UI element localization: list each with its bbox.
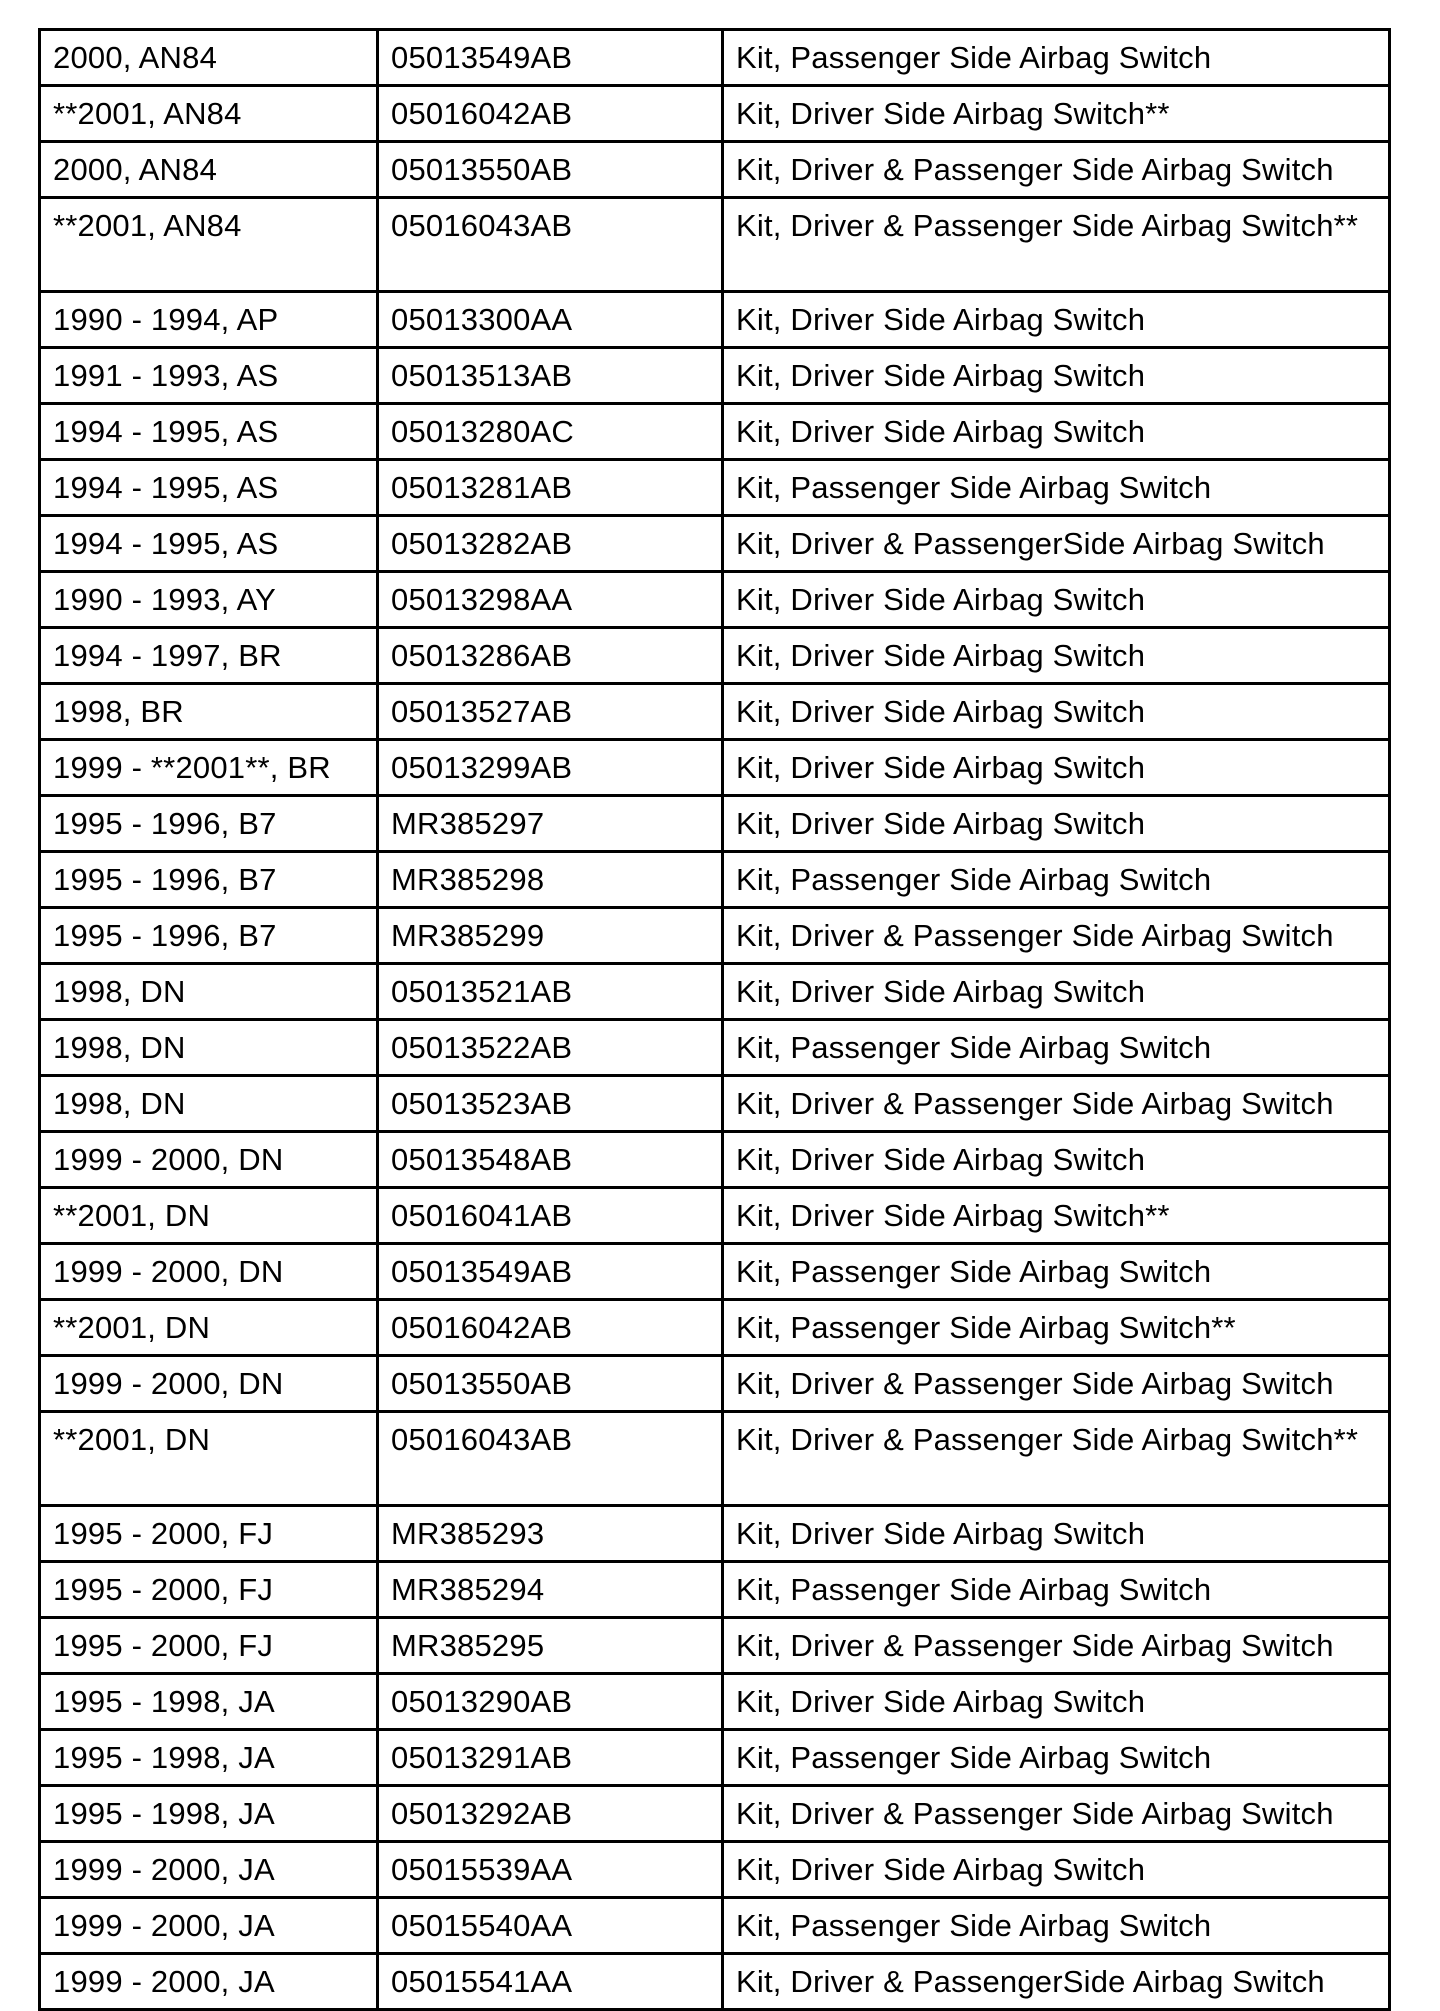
year-model-cell: 1999 - **2001**, BR [40, 740, 378, 796]
part-number-cell: 05013282AB [378, 516, 723, 572]
description-cell: Kit, Driver Side Airbag Switch [723, 628, 1390, 684]
description-cell: Kit, Driver & Passenger Side Airbag Switch [723, 142, 1390, 198]
description-cell: Kit, Driver Side Airbag Switch [723, 1506, 1390, 1562]
table-row [40, 1356, 1390, 1412]
year-model-cell: 1994 - 1995, AS [40, 516, 378, 572]
year-model-cell: 1998, DN [40, 1076, 378, 1132]
table-row [40, 852, 1390, 908]
table-row [40, 1562, 1390, 1618]
year-model-cell: 1999 - 2000, JA [40, 1898, 378, 1954]
part-number-cell: 05013513AB [378, 348, 723, 404]
description-cell: Kit, Passenger Side Airbag Switch** [723, 1300, 1390, 1356]
table-row [40, 1188, 1390, 1244]
table-row [40, 1898, 1390, 1954]
table-row [40, 292, 1390, 348]
part-number-cell: 05013300AA [378, 292, 723, 348]
description-cell: Kit, Passenger Side Airbag Switch [723, 30, 1390, 86]
year-model-cell: 1995 - 1996, B7 [40, 908, 378, 964]
description-cell: Kit, Driver & Passenger Side Airbag Switch [723, 1356, 1390, 1412]
part-number-cell: MR385294 [378, 1562, 723, 1618]
description-cell: Kit, Driver & Passenger Side Airbag Switch** [723, 198, 1390, 292]
year-model-cell: 1995 - 2000, FJ [40, 1562, 378, 1618]
description-cell: Kit, Driver Side Airbag Switch** [723, 86, 1390, 142]
part-number-cell: MR385299 [378, 908, 723, 964]
part-number-cell: MR385293 [378, 1506, 723, 1562]
year-model-cell: 1995 - 1996, B7 [40, 796, 378, 852]
year-model-cell: 1990 - 1994, AP [40, 292, 378, 348]
table-row [40, 684, 1390, 740]
description-cell: Kit, Driver Side Airbag Switch [723, 404, 1390, 460]
description-cell: Kit, Driver & Passenger Side Airbag Switch [723, 1786, 1390, 1842]
description-cell: Kit, Driver Side Airbag Switch [723, 1842, 1390, 1898]
year-model-cell: 2000, AN84 [40, 30, 378, 86]
year-model-cell: 1999 - 2000, JA [40, 1842, 378, 1898]
part-number-cell: 05013550AB [378, 142, 723, 198]
table-row [40, 1674, 1390, 1730]
table-row [40, 86, 1390, 142]
year-model-cell: 1998, BR [40, 684, 378, 740]
description-cell: Kit, Passenger Side Airbag Switch [723, 852, 1390, 908]
part-number-cell: 05016043AB [378, 198, 723, 292]
year-model-cell: 1995 - 1998, JA [40, 1786, 378, 1842]
year-model-cell: 1994 - 1995, AS [40, 404, 378, 460]
table-row [40, 1300, 1390, 1356]
description-cell: Kit, Driver Side Airbag Switch** [723, 1188, 1390, 1244]
part-number-cell: 05013280AC [378, 404, 723, 460]
part-number-cell: 05013549AB [378, 30, 723, 86]
description-cell: Kit, Driver Side Airbag Switch [723, 1674, 1390, 1730]
year-model-cell: 1995 - 1998, JA [40, 1730, 378, 1786]
part-number-cell: 05016043AB [378, 1412, 723, 1506]
part-number-cell: 05015540AA [378, 1898, 723, 1954]
year-model-cell: **2001, DN [40, 1188, 378, 1244]
table-row [40, 740, 1390, 796]
description-cell: Kit, Driver & Passenger Side Airbag Switch** [723, 1412, 1390, 1506]
year-model-cell: 1995 - 1998, JA [40, 1674, 378, 1730]
year-model-cell: 1998, DN [40, 1020, 378, 1076]
year-model-cell: **2001, AN84 [40, 198, 378, 292]
table-row [40, 516, 1390, 572]
year-model-cell: 1998, DN [40, 964, 378, 1020]
table-row [40, 1618, 1390, 1674]
year-model-cell: **2001, AN84 [40, 86, 378, 142]
year-model-cell: 2000, AN84 [40, 142, 378, 198]
table-row [40, 404, 1390, 460]
part-number-cell: 05013527AB [378, 684, 723, 740]
table-row [40, 1842, 1390, 1898]
part-number-cell: 05016041AB [378, 1188, 723, 1244]
table-row [40, 1020, 1390, 1076]
year-model-cell: 1995 - 2000, FJ [40, 1618, 378, 1674]
year-model-cell: 1995 - 1996, B7 [40, 852, 378, 908]
description-cell: Kit, Driver Side Airbag Switch [723, 1132, 1390, 1188]
part-number-cell: 05016042AB [378, 1300, 723, 1356]
description-cell: Kit, Driver Side Airbag Switch [723, 292, 1390, 348]
part-number-cell: 05015541AA [378, 1954, 723, 2010]
part-number-cell: 05013281AB [378, 460, 723, 516]
year-model-cell: 1991 - 1993, AS [40, 348, 378, 404]
table-row [40, 1730, 1390, 1786]
description-cell: Kit, Driver & PassengerSide Airbag Switch [723, 1954, 1390, 2010]
description-cell: Kit, Driver & PassengerSide Airbag Switch [723, 516, 1390, 572]
description-cell: Kit, Driver Side Airbag Switch [723, 348, 1390, 404]
year-model-cell: 1999 - 2000, DN [40, 1132, 378, 1188]
table-row [40, 572, 1390, 628]
table-row [40, 908, 1390, 964]
description-cell: Kit, Passenger Side Airbag Switch [723, 1730, 1390, 1786]
part-number-cell: 05013548AB [378, 1132, 723, 1188]
description-cell: Kit, Driver Side Airbag Switch [723, 796, 1390, 852]
part-number-cell: 05013299AB [378, 740, 723, 796]
table-row [40, 1506, 1390, 1562]
description-cell: Kit, Passenger Side Airbag Switch [723, 1898, 1390, 1954]
part-number-cell: 05013522AB [378, 1020, 723, 1076]
description-cell: Kit, Passenger Side Airbag Switch [723, 460, 1390, 516]
table-row [40, 1786, 1390, 1842]
table-row [40, 198, 1390, 292]
table-row [40, 628, 1390, 684]
description-cell: Kit, Driver & Passenger Side Airbag Switch [723, 1618, 1390, 1674]
table-row [40, 1412, 1390, 1506]
part-number-cell: 05016042AB [378, 86, 723, 142]
table-row [40, 1954, 1390, 2010]
part-number-cell: 05013523AB [378, 1076, 723, 1132]
airbag-switch-kit-table [38, 28, 1391, 2011]
part-number-cell: 05013549AB [378, 1244, 723, 1300]
table-row [40, 1076, 1390, 1132]
description-cell: Kit, Driver Side Airbag Switch [723, 964, 1390, 1020]
description-cell: Kit, Driver & Passenger Side Airbag Switch [723, 908, 1390, 964]
year-model-cell: 1994 - 1997, BR [40, 628, 378, 684]
part-number-cell: 05013521AB [378, 964, 723, 1020]
description-cell: Kit, Passenger Side Airbag Switch [723, 1244, 1390, 1300]
description-cell: Kit, Driver Side Airbag Switch [723, 740, 1390, 796]
description-cell: Kit, Driver Side Airbag Switch [723, 572, 1390, 628]
part-number-cell: 05013292AB [378, 1786, 723, 1842]
description-cell: Kit, Driver & Passenger Side Airbag Switch [723, 1076, 1390, 1132]
year-model-cell: 1999 - 2000, DN [40, 1356, 378, 1412]
table-row [40, 964, 1390, 1020]
part-number-cell: 05013291AB [378, 1730, 723, 1786]
part-number-cell: 05013550AB [378, 1356, 723, 1412]
table-row [40, 1244, 1390, 1300]
year-model-cell: 1999 - 2000, JA [40, 1954, 378, 2010]
year-model-cell: 1994 - 1995, AS [40, 460, 378, 516]
table-body [40, 30, 1390, 2010]
part-number-cell: 05013298AA [378, 572, 723, 628]
description-cell: Kit, Passenger Side Airbag Switch [723, 1020, 1390, 1076]
table-row [40, 796, 1390, 852]
table-row [40, 460, 1390, 516]
description-cell: Kit, Driver Side Airbag Switch [723, 684, 1390, 740]
part-number-cell: 05013286AB [378, 628, 723, 684]
description-cell: Kit, Passenger Side Airbag Switch [723, 1562, 1390, 1618]
part-number-cell: MR385295 [378, 1618, 723, 1674]
year-model-cell: 1995 - 2000, FJ [40, 1506, 378, 1562]
year-model-cell: 1990 - 1993, AY [40, 572, 378, 628]
table-row [40, 1132, 1390, 1188]
table-row [40, 142, 1390, 198]
year-model-cell: **2001, DN [40, 1300, 378, 1356]
year-model-cell: **2001, DN [40, 1412, 378, 1506]
part-number-cell: 05015539AA [378, 1842, 723, 1898]
year-model-cell: 1999 - 2000, DN [40, 1244, 378, 1300]
part-number-cell: 05013290AB [378, 1674, 723, 1730]
table-row [40, 30, 1390, 86]
part-number-cell: MR385298 [378, 852, 723, 908]
table-row [40, 348, 1390, 404]
part-number-cell: MR385297 [378, 796, 723, 852]
